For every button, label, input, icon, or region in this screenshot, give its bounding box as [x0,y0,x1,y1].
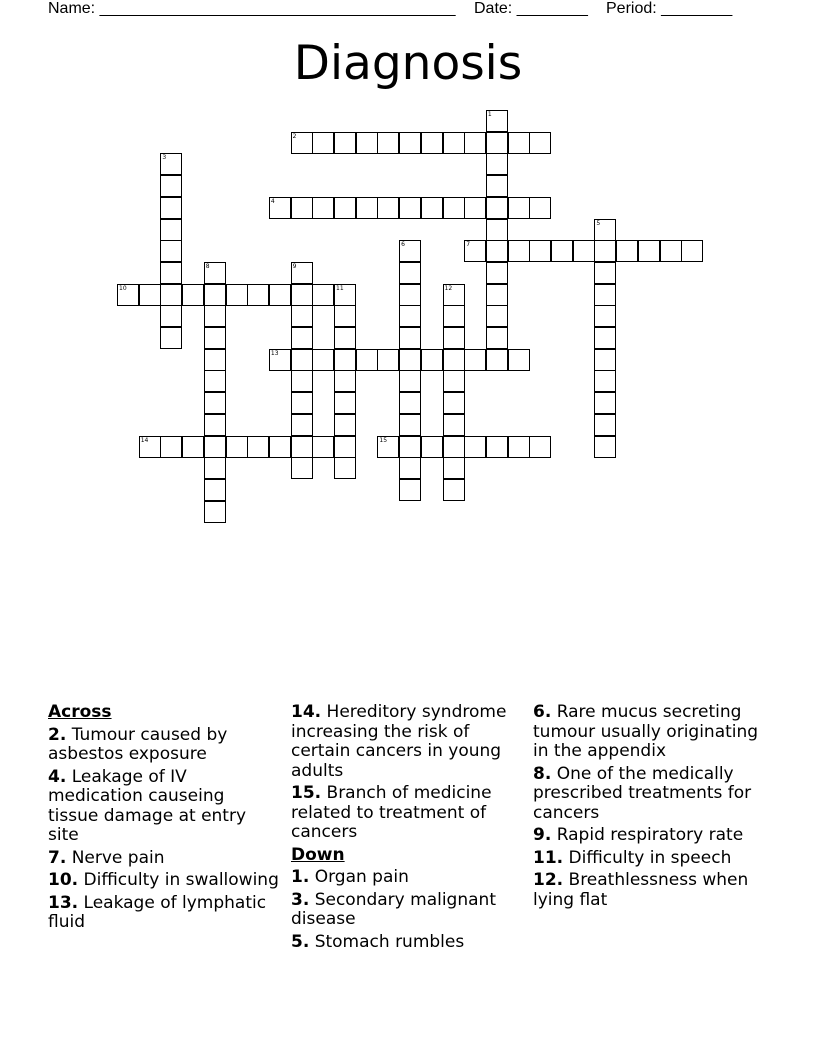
clue-text: Difficulty in swallowing [83,870,279,890]
crossword-cell[interactable] [399,240,421,262]
crossword-cell[interactable] [573,240,595,262]
crossword-cell[interactable] [117,284,139,306]
crossword-cell[interactable] [443,370,465,392]
crossword-cell[interactable] [638,240,660,262]
crossword-cell[interactable] [594,414,616,436]
crossword-cell[interactable] [356,349,378,371]
crossword-cell[interactable] [399,305,421,327]
crossword-cell[interactable] [334,392,356,414]
crossword-cell[interactable] [399,479,421,501]
clue-number: 5. [291,931,310,952]
crossword-cell[interactable] [443,305,465,327]
crossword-cell[interactable] [334,197,356,219]
clue-column-3 [533,703,765,913]
crossword-cell[interactable] [291,305,313,327]
crossword-cell[interactable] [508,436,530,458]
crossword-cell[interactable] [204,392,226,414]
crossword-cell[interactable] [269,197,291,219]
crossword-cell[interactable] [377,436,399,458]
down-heading: Down [291,844,345,865]
puzzle-title: Diagnosis [293,36,523,91]
crossword-cell[interactable] [399,132,421,154]
crossword-cell[interactable] [160,305,182,327]
clue-number: 7. [48,847,67,868]
crossword-cell[interactable] [334,370,356,392]
crossword-cell[interactable] [399,284,421,306]
crossword-cell[interactable] [486,262,508,284]
crossword-cell[interactable] [594,349,616,371]
cell-number: 3 [162,154,167,162]
crossword-cell[interactable] [312,197,334,219]
crossword-cell[interactable] [421,349,443,371]
name-field-label: Name: ________________________________________ [48,0,456,17]
crossword-cell[interactable] [204,284,226,306]
crossword-cell[interactable] [334,436,356,458]
crossword-cell[interactable] [421,132,443,154]
crossword-cell[interactable] [204,305,226,327]
crossword-cell[interactable] [443,479,465,501]
cell-number: 14 [140,436,149,444]
crossword-cell[interactable] [226,284,248,306]
clue-down-12 [533,871,765,910]
crossword-cell[interactable] [377,197,399,219]
crossword-cell[interactable] [443,284,465,306]
crossword-cell[interactable] [464,436,486,458]
clue-across-13 [48,894,280,933]
crossword-cell[interactable] [334,457,356,479]
crossword-cell[interactable] [594,219,616,241]
crossword-cell[interactable] [160,262,182,284]
crossword-cell[interactable] [247,284,269,306]
crossword-cell[interactable] [464,197,486,219]
crossword-cell[interactable] [660,240,682,262]
clue-across-7 [48,849,280,869]
clue-down-3 [291,891,523,930]
crossword-cell[interactable] [139,436,161,458]
crossword-cell[interactable] [160,153,182,175]
clue-text: Hereditory syndrome increasing the risk of certain cancers in young adults [291,702,507,781]
crossword-cell[interactable] [204,262,226,284]
crossword-cell[interactable] [377,132,399,154]
crossword-cell[interactable] [486,132,508,154]
crossword-cell[interactable] [269,436,291,458]
cell-number: 12 [444,284,453,292]
crossword-cell[interactable] [312,436,334,458]
crossword-cell[interactable] [421,436,443,458]
crossword-cell[interactable] [334,349,356,371]
crossword-cell[interactable] [443,327,465,349]
crossword-cell[interactable] [356,132,378,154]
clue-number: 1. [291,867,310,887]
crossword-cell[interactable] [529,240,551,262]
clue-text: Tumour caused by asbestos exposure [48,724,228,764]
crossword-cell[interactable] [551,240,573,262]
clue-number: 9. [533,825,552,845]
crossword-cell[interactable] [334,305,356,327]
crossword-cell[interactable] [269,284,291,306]
crossword-cell[interactable] [312,132,334,154]
crossword-cell[interactable] [204,501,226,523]
crossword-cell[interactable] [160,219,182,241]
crossword-cell[interactable] [399,370,421,392]
clue-number: 15. [291,783,322,803]
crossword-cell[interactable] [204,370,226,392]
clue-across-2 [48,726,280,765]
crossword-cell[interactable] [443,197,465,219]
crossword-cell[interactable] [443,436,465,458]
crossword-cell[interactable] [334,284,356,306]
crossword-cell[interactable] [486,219,508,241]
crossword-cell[interactable] [486,327,508,349]
crossword-cell[interactable] [464,240,486,262]
crossword-cell[interactable] [594,305,616,327]
crossword-cell[interactable] [399,327,421,349]
crossword-cell[interactable] [443,457,465,479]
crossword-cell[interactable] [486,349,508,371]
crossword-cell[interactable] [182,284,204,306]
crossword-cell[interactable] [508,240,530,262]
crossword-cell[interactable] [312,284,334,306]
cell-number: 1 [487,111,492,118]
period-field-label: Period: ________ [606,0,733,17]
crossword-cell[interactable] [291,349,313,371]
crossword-cell[interactable] [594,284,616,306]
crossword-cell[interactable] [334,414,356,436]
cell-number: 13 [270,349,279,357]
crossword-cell[interactable] [594,370,616,392]
clue-number: 14. [291,702,322,722]
crossword-cell[interactable] [399,262,421,284]
crossword-cell[interactable] [594,392,616,414]
clue-across-4 [48,768,280,846]
clue-column-2 [291,703,523,955]
crossword-cell[interactable] [291,392,313,414]
clue-down-1 [291,868,523,888]
clue-column-1 [48,703,280,936]
crossword-cell[interactable] [291,457,313,479]
clue-number: 8. [533,763,552,784]
crossword-cell[interactable] [291,197,313,219]
crossword-cell[interactable] [160,197,182,219]
crossword-cell[interactable] [399,349,421,371]
crossword-cell[interactable] [204,479,226,501]
cell-number: 4 [270,197,275,205]
crossword-cell[interactable] [399,392,421,414]
crossword-cell[interactable] [443,392,465,414]
clue-text: One of the medically prescribed treatments for cancers [533,763,752,823]
across-heading: Across [48,702,112,722]
crossword-cell[interactable] [486,110,508,132]
crossword-cell[interactable] [529,132,551,154]
clue-text: Breathlessness when lying flat [533,870,749,910]
clue-down-9 [533,826,765,846]
clue-number: 3. [291,889,310,910]
crossword-cell[interactable] [486,175,508,197]
crossword-cell[interactable] [204,457,226,479]
clue-number: 4. [48,766,67,787]
clue-down-5 [291,933,523,953]
clue-number: 12. [533,870,564,890]
clue-down-8 [533,765,765,824]
crossword-cell[interactable] [291,414,313,436]
crossword-cell[interactable] [160,284,182,306]
crossword-cell[interactable] [204,436,226,458]
cell-number: 15 [379,436,388,444]
cell-number: 10 [119,284,127,292]
crossword-cell[interactable] [182,436,204,458]
clue-number: 11. [533,847,564,868]
cell-number: 9 [292,262,297,270]
crossword-cell[interactable] [377,349,399,371]
crossword-cell[interactable] [594,327,616,349]
crossword-cell[interactable] [508,197,530,219]
crossword-cell[interactable] [399,436,421,458]
crossword-cell[interactable] [291,284,313,306]
cell-number: 2 [292,132,297,140]
crossword-cell[interactable] [160,327,182,349]
crossword-cell[interactable] [160,175,182,197]
crossword-cell[interactable] [594,240,616,262]
crossword-cell[interactable] [291,327,313,349]
crossword-cell[interactable] [160,240,182,262]
cell-number: 6 [401,241,405,249]
clue-across-15 [291,784,523,843]
crossword-cell[interactable] [399,457,421,479]
crossword-cell[interactable] [291,436,313,458]
crossword-cell[interactable] [486,436,508,458]
clue-number: 2. [48,724,67,745]
crossword-cell[interactable] [204,414,226,436]
crossword-cell[interactable] [616,240,638,262]
crossword-cell[interactable] [291,132,313,154]
date-field-label: Date: ________ [474,0,588,17]
crossword-cell[interactable] [399,414,421,436]
clue-across-14 [291,703,523,781]
crossword-cell[interactable] [204,327,226,349]
clue-text: Organ pain [314,867,409,887]
crossword-cell[interactable] [399,197,421,219]
crossword-cell[interactable] [464,349,486,371]
crossword-cell[interactable] [291,370,313,392]
crossword-cell[interactable] [464,132,486,154]
clue-text: Leakage of IV medication causeing tissue damage at entry site [48,766,247,845]
crossword-cell[interactable] [269,349,291,371]
crossword-cell[interactable] [486,197,508,219]
crossword-cell[interactable] [681,240,703,262]
clue-down-6 [533,703,765,762]
crossword-cell[interactable] [443,132,465,154]
crossword-cell[interactable] [226,436,248,458]
clue-across-10 [48,871,280,891]
crossword-cell[interactable] [356,197,378,219]
crossword-cell[interactable] [291,262,313,284]
crossword-cell[interactable] [594,436,616,458]
crossword-cell[interactable] [139,284,161,306]
crossword-cell[interactable] [160,436,182,458]
clue-text: Branch of medicine related to treatment of cancers [291,783,492,842]
crossword-cell[interactable] [486,305,508,327]
crossword-cell[interactable] [486,153,508,175]
crossword-cell[interactable] [529,197,551,219]
crossword-cell[interactable] [421,197,443,219]
crossword-cell[interactable] [247,436,269,458]
clue-text: Rare mucus secreting tumour usually originating in the appendix [533,702,759,761]
crossword-cell[interactable] [486,240,508,262]
crossword-cell[interactable] [334,327,356,349]
crossword-cell[interactable] [334,132,356,154]
clue-text: Rapid respiratory rate [556,825,744,845]
clue-number: 13. [48,892,79,913]
crossword-cell[interactable] [204,349,226,371]
clue-text: Leakage of lymphatic fluid [48,892,267,932]
crossword-cell[interactable] [594,262,616,284]
crossword-cell[interactable] [443,414,465,436]
cell-number: 11 [336,284,344,292]
cell-number: 8 [205,262,210,270]
crossword-cell[interactable] [508,349,530,371]
clue-text: Stomach rumbles [314,931,465,952]
clue-text: Difficulty in speech [568,847,732,868]
crossword-cell[interactable] [486,284,508,306]
clue-down-11 [533,849,765,869]
clue-text: Nerve pain [71,847,165,868]
cell-number: 5 [596,219,601,227]
crossword-cell[interactable] [443,349,465,371]
crossword-cell[interactable] [312,349,334,371]
cell-number: 7 [466,241,471,249]
crossword-cell[interactable] [508,132,530,154]
clue-number: 6. [533,702,552,722]
clue-text: Secondary malignant disease [291,889,496,929]
clue-number: 10. [48,870,79,890]
crossword-cell[interactable] [529,436,551,458]
